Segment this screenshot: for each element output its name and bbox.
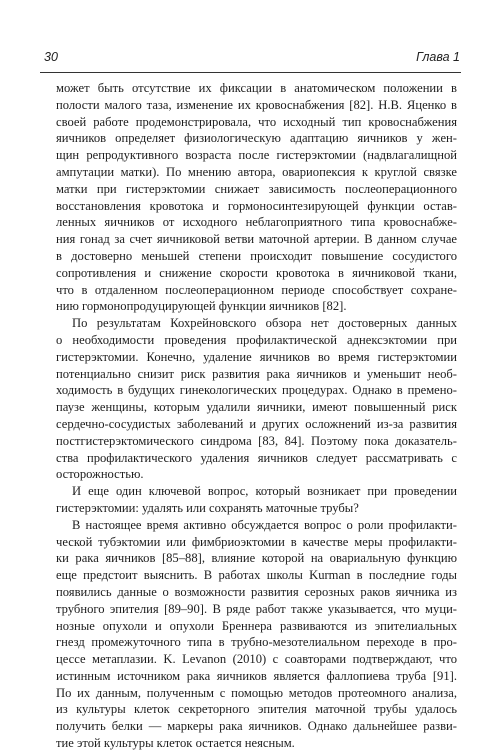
text-line: цессе метаплазии. K. Levanon (2010) с соавторами подтверждают, что [56, 652, 457, 667]
paragraph-2 [56, 315, 457, 483]
text-line: может быть отсутствие их фиксации в анатомическом положении в [56, 81, 457, 95]
text-line: гнезд промежуточного типа в трубно-мезотелиальном переходе в про- [56, 635, 457, 650]
text-line: появились данные о возможности развития серозных раков яичника из [56, 584, 457, 599]
text-line: яичников определяет физиологическую адаптацию яичников у жен- [56, 131, 457, 146]
text-line: восстановления кровотока и гормоносинтезирующей функции остав- [56, 198, 457, 213]
text-line: ческой тубэктомии или фимбриоэктомии в качестве меры профилакти- [56, 534, 457, 549]
text-line: По их данным, полученным с помощью методов протеомного анализа, [56, 685, 457, 700]
text-line: ходимость в будущих гинекологических процедурах. Однако в премено- [56, 383, 457, 398]
text-line: В настоящее время активно обсуждается вопрос о роли профилакти- [72, 517, 457, 532]
text-line: своей работе продемонстрировала, что исходный тип кровоснабжения [56, 114, 457, 129]
text-line: гистерэктомии: удалять или сохранять маточные трубы? [56, 500, 359, 515]
text-line: потенциально снизит риск развития рака яичников и уменьшит необ- [56, 366, 457, 381]
text-line: ленных яичников от исходного неблагоприятного типа кровоснабже- [56, 215, 457, 230]
text-line: По результатам Кохрейновского обзора нет достоверных данных [72, 316, 457, 331]
text-line: получить белки — маркеры рака яичников. Однако дальнейшее разви- [56, 719, 457, 734]
text-line: трубного эпителия [89–90]. В ряде работ также указывается, что муци- [56, 601, 457, 616]
text-line: сопротивления и снижение скорости кровотока в яичниковой ткани, [56, 265, 457, 280]
header-rule [40, 72, 461, 73]
text-line: И еще один ключевой вопрос, который возникает при проведении [72, 484, 457, 499]
text-line: щин репродуктивного возраста после гистерэктомии (надвлагалищной [56, 148, 457, 163]
text-line: ки рака яичников [85–88], влияние которой на овариальную функцию [56, 551, 457, 566]
text-line: о необходимости проведения профилактической аднексэктомии при [56, 332, 457, 347]
text-line: нозные опухоли и опухоли Бреннера развиваются из эпителиальных [56, 618, 457, 633]
text-line: осторожностью. [56, 467, 144, 482]
paragraph-1 [56, 80, 457, 315]
text-line: сердечно-сосудистых заболеваний и других осложнений из-за развития [56, 416, 457, 431]
text-line: паузе женщины, которым удалили яичники, имеют повышенный риск [56, 400, 457, 415]
text-line: нию гормонопродуцирующей функции яичников [82]. [56, 299, 347, 314]
text-line: истинным источником рака яичников является фаллопиева труба [91]. [56, 668, 457, 683]
text-line: ства профилактического удаления яичников следует рассматривать с [56, 450, 457, 465]
text-line: гистерэктомии. Конечно, удаление яичников во время гистерэктомии [56, 349, 457, 364]
text-line: ампутации матки). По мнению автора, овариопексия к круглой связке [56, 164, 457, 179]
text-line: в достоверно меньшей степени происходит повышение сосудистого [56, 248, 457, 263]
text-line: что в отдаленном послеоперационном периоде способствует сохране- [56, 282, 457, 297]
text-line: из культуры клеток секреторного эпителия маточной трубы удалось [56, 702, 457, 717]
running-header [40, 50, 460, 68]
text-line: постгистерэктомического синдрома [83, 84]. Поэтому пока доказатель- [56, 433, 457, 448]
text-line: матки при гистерэктомии снижает зависимость послеоперационного [56, 181, 457, 196]
paragraph-4 [56, 517, 457, 752]
page-body [56, 80, 457, 752]
chapter-title: Глава 1 [416, 50, 460, 64]
text-line: тие этой культуры клеток остается неясным. [56, 736, 295, 751]
text-line: полости малого таза, изменение их кровоснабжения [82]. Н.В. Яценко в [56, 97, 457, 112]
page-number: 30 [44, 50, 58, 64]
text-line: ния гонад за счет яичниковой ветви маточной артерии. В данном случае [56, 232, 457, 247]
text-line: еще предстоит выяснить. В работах школы Kurman в последние годы [56, 568, 457, 583]
paragraph-3 [56, 483, 457, 517]
